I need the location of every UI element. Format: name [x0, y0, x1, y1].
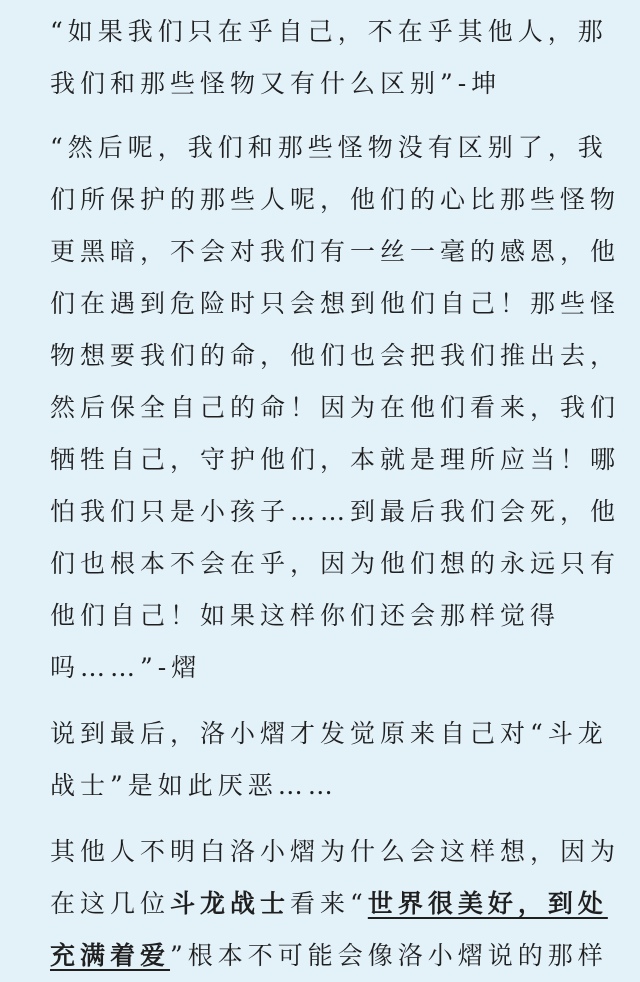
text-line: 然后保全自己的命！因为在他们看来，我们 — [50, 393, 621, 422]
bold-term: 斗龙战士 — [170, 889, 291, 918]
text-line: 吗……”-熠 — [50, 653, 202, 682]
text-line: 更黑暗，不会对我们有一丝一毫的感恩，他 — [50, 237, 621, 266]
text-line: 牺牲自己，守护他们，本就是理所应当！哪 — [50, 445, 621, 474]
text-line: 说到最后，洛小熠才发觉原来自己对“斗龙 — [50, 719, 608, 748]
narration-paragraph-emphasis — [50, 826, 621, 982]
text-run: ”根本不可能会像洛小熠说的那样 — [170, 941, 608, 970]
text-line — [50, 930, 608, 982]
text-run: 看来“ — [290, 889, 368, 918]
text-line: 我们和那些怪物又有什么区别”-坤 — [50, 69, 502, 98]
text-line: “如果我们只在乎自己，不在乎其他人，那 — [50, 17, 608, 46]
text-line — [50, 878, 608, 930]
underlined-emphasis: 世界很美好，到处 — [367, 889, 608, 918]
text-line: “然后呢，我们和那些怪物没有区别了，我 — [50, 133, 608, 162]
text-line: 们所保护的那些人呢，他们的心比那些怪物 — [50, 185, 621, 214]
underlined-emphasis: 充满着爱 — [50, 941, 171, 970]
text-line: 战士”是如此厌恶…… — [50, 771, 338, 800]
text-line: 们也根本不会在乎，因为他们想的永远只有 — [50, 549, 621, 578]
quote-paragraph-kun — [50, 6, 608, 110]
text-line: 怕我们只是小孩子……到最后我们会死，他 — [50, 497, 621, 526]
quote-paragraph-yi — [50, 122, 621, 694]
narration-paragraph — [50, 708, 608, 812]
text-line: 他们自己！如果这样你们还会那样觉得 — [50, 601, 561, 630]
text-line: 们在遇到危险时只会想到他们自己！那些怪 — [50, 289, 621, 318]
text-run: 在这几位 — [50, 889, 171, 918]
text-line: 其他人不明白洛小熠为什么会这样想，因为 — [50, 837, 621, 866]
text-line: 物想要我们的命，他们也会把我们推出去， — [50, 341, 621, 370]
